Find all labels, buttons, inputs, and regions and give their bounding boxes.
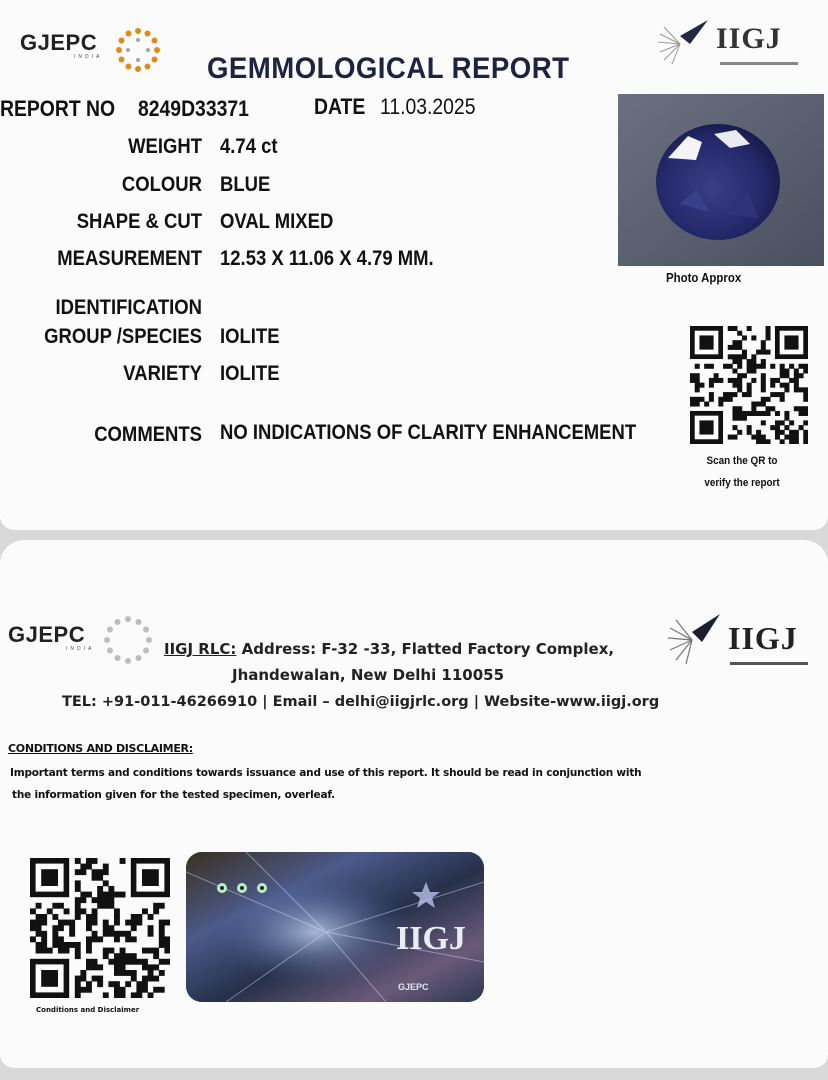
report-back-card — [0, 540, 828, 1068]
colour-value: BLUE — [220, 173, 271, 196]
report-front-card — [0, 0, 828, 530]
report-number: 8249D33371 — [138, 96, 249, 121]
iigj-logo-text: IIGJ — [716, 22, 782, 55]
weight-label: WEIGHT — [128, 135, 202, 158]
iigj-logo-underline — [720, 62, 798, 65]
group-species-value: IOLITE — [220, 325, 280, 348]
back-iigj-emblem-icon — [664, 610, 722, 668]
hologram-iigj-text: IIGJ — [396, 920, 466, 957]
conditions-line-2: the information given for the tested specimen, overleaf. — [12, 789, 335, 801]
report-no-label: REPORT NO — [0, 96, 116, 121]
variety-value: IOLITE — [220, 362, 280, 385]
back-gjepc-logo-text: GJEPC — [8, 622, 86, 647]
comments-value: NO INDICATIONS OF CLARITY ENHANCEMENT — [220, 421, 637, 444]
conditions-qr-caption: Conditions and Disclaimer — [36, 1006, 140, 1014]
weight-value: 4.74 ct — [220, 135, 278, 158]
report-title: GEMMOLOGICAL REPORT — [207, 52, 570, 85]
hologram-gjepc-text: GJEPC — [398, 982, 429, 992]
qr-caption-line1: Scan the QR to — [706, 455, 778, 467]
back-iigj-logo-text: IIGJ — [728, 620, 798, 656]
conditions-heading: CONDITIONS AND DISCLAIMER: — [8, 742, 193, 755]
back-iigj-logo-underline — [730, 662, 808, 665]
gjepc-sunburst-icon — [114, 26, 162, 74]
measurement-label: MEASUREMENT — [57, 247, 202, 270]
contact-line: TEL: +91-011-46266910 | Email – delhi@iigjrlc.org | Website-www.iigj.org — [62, 694, 660, 710]
shape-cut-label: SHAPE & CUT — [76, 210, 202, 233]
address-prefix: IIGJ RLC: — [164, 640, 237, 658]
verify-qr-code[interactable] — [690, 326, 808, 444]
address-line-1 — [164, 640, 614, 658]
comments-label: COMMENTS — [94, 423, 202, 446]
qr-caption-line2: verify the report — [704, 477, 780, 489]
gjepc-logo-text: GJEPC — [20, 30, 98, 55]
conditions-line-1: Important terms and conditions towards issuance and use of this report. It should be read in conjunction with — [10, 767, 642, 779]
back-gjepc-logo — [8, 622, 94, 652]
gem-image — [618, 94, 824, 266]
date-label: DATE — [314, 94, 366, 119]
gjepc-logo — [20, 30, 102, 60]
gjepc-logo-subtext: INDIA — [74, 54, 103, 60]
measurement-value: 12.53 X 11.06 X 4.79 MM. — [220, 247, 434, 270]
address-text: Address: F-32 -33, Flatted Factory Complex, — [236, 640, 615, 658]
address-line-2: Jhandewalan, New Delhi 110055 — [232, 666, 505, 684]
hologram-seal — [186, 852, 484, 1002]
back-gjepc-sunburst-icon — [102, 614, 154, 666]
group-species-label: GROUP /SPECIES — [44, 325, 203, 348]
identification-label: IDENTIFICATION — [55, 296, 203, 319]
report-date: 11.03.2025 — [380, 94, 476, 119]
gem-photo — [618, 94, 824, 266]
shape-cut-value: OVAL MIXED — [220, 210, 334, 233]
qr-caption — [688, 450, 796, 494]
variety-label: VARIETY — [123, 362, 202, 385]
conditions-qr-code[interactable] — [30, 858, 170, 998]
photo-caption: Photo Approx — [666, 270, 742, 285]
back-gjepc-logo-subtext: INDIA — [66, 646, 95, 652]
colour-label: COLOUR — [121, 173, 202, 196]
iigj-emblem-icon — [650, 14, 710, 70]
